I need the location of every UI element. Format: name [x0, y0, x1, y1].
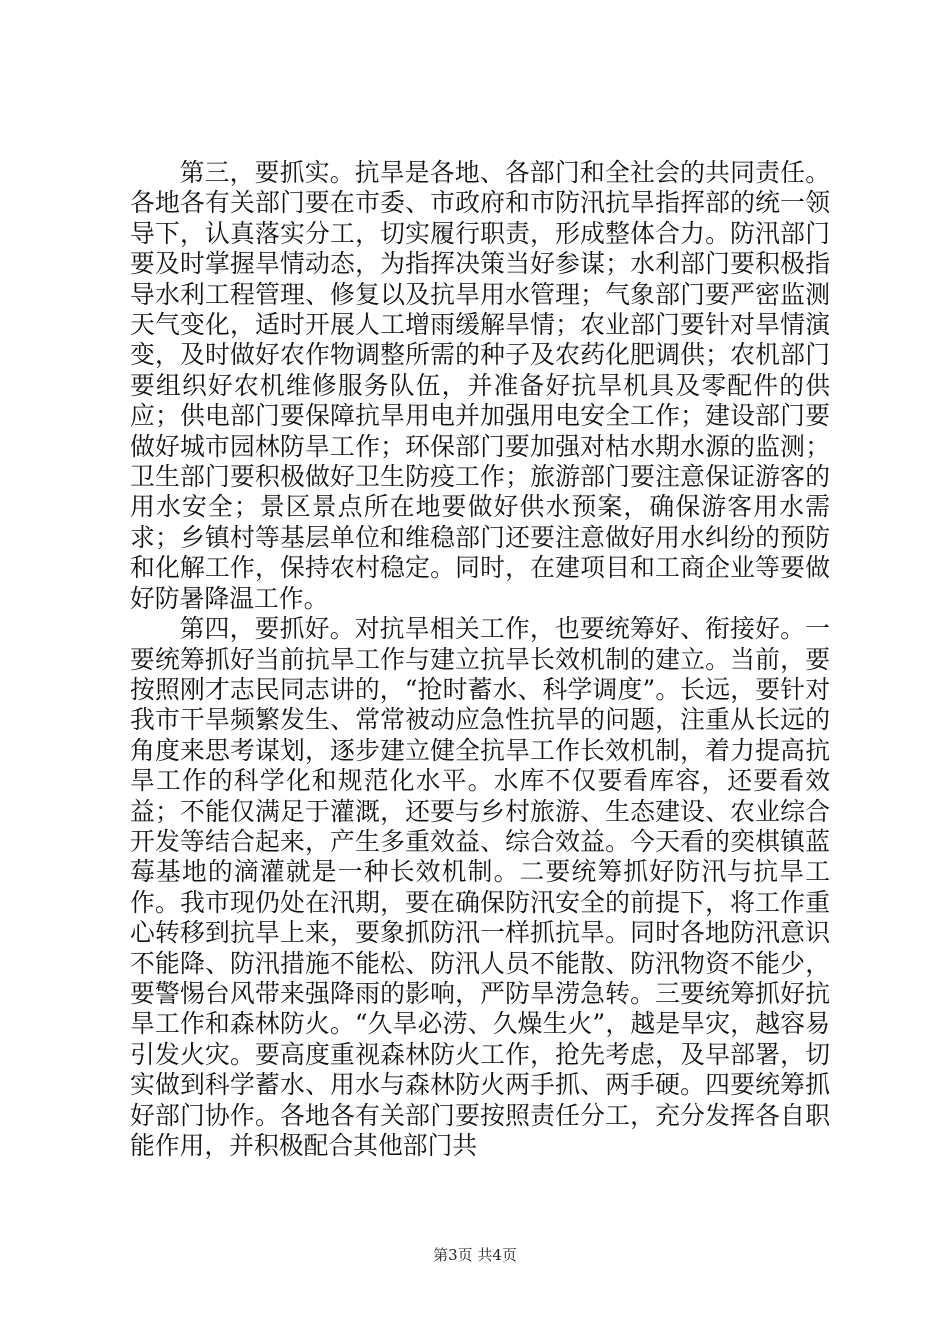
body-text: [130, 158, 830, 1161]
paragraph-1: 第三，要抓实。抗旱是各地、各部门和全社会的共同责任。各地各有关部门要在市委、市政府和市防汛抗旱指挥部的统一领导下，认真落实分工，切实履行职责，形成整体合力。防汛部门要及时掌握旱情动态，为指挥决策当好参谋；水利部门要积极指导水利工程管理、修复以及抗旱用水管理；气象部门要严密监测天气变化，适时开展人工增雨缓解旱情；农业部门要针对旱情演变，及时做好农作物调整所需的种子及农药化肥调供；农机部门要组织好农机维修服务队伍，并准备好抗旱机具及零配件的供应；供电部门要保障抗旱用电并加强用电安全工作；建设部门要做好城市园林防旱工作；环保部门要加强对枯水期水源的监测；卫生部门要积极做好卫生防疫工作；旅游部门要注意保证游客的用水安全；景区景点所在地要做好供水预案，确保游客用水需求；乡镇村等基层单位和维稳部门还要注意做好用水纠纷的预防和化解工作，保持农村稳定。同时，在建项目和工商企业等要做好防暑降温工作。: [130, 158, 830, 613]
paragraph-2: 第四，要抓好。对抗旱相关工作，也要统筹好、衔接好。一要统筹抓好当前抗旱工作与建立抗旱长效机制的建立。当前，要按照刚才志民同志讲的，“抢时蓄水、科学调度”。长远，要针对我市干旱频繁发生、常常被动应急性抗旱的问题，注重从长远的角度来思考谋划，逐步建立健全抗旱工作长效机制，着力提高抗旱工作的科学化和规范化水平。水库不仅要看库容，还要看效益；不能仅满足于灌溉，还要与乡村旅游、生态建设、农业综合开发等结合起来，产生多重效益、综合效益。今天看的奕棋镇蓝莓基地的滴灌就是一种长效机制。二要统筹抓好防汛与抗旱工作。我市现仍处在汛期，要在确保防汛安全的前提下，将工作重心转移到抗旱上来，要象抓防汛一样抓抗旱。同时各地防汛意识不能降、防汛措施不能松、防汛人员不能散、防汛物资不能少，要警惕台风带来强降雨的影响，严防旱涝急转。三要统筹抓好抗旱工作和森林防火。“久旱必涝、久燥生火”，越是旱灾，越容易引发火灾。要高度重视森林防火工作，抢先考虑，及早部署，切实做到科学蓄水、用水与森林防火两手抓、两手硬。四要统筹抓好部门协作。各地各有关部门要按照责任分工，充分发挥各自职能作用，并积极配合其他部门共: [130, 614, 830, 1160]
page-footer: 第3页 共4页: [433, 1246, 517, 1264]
